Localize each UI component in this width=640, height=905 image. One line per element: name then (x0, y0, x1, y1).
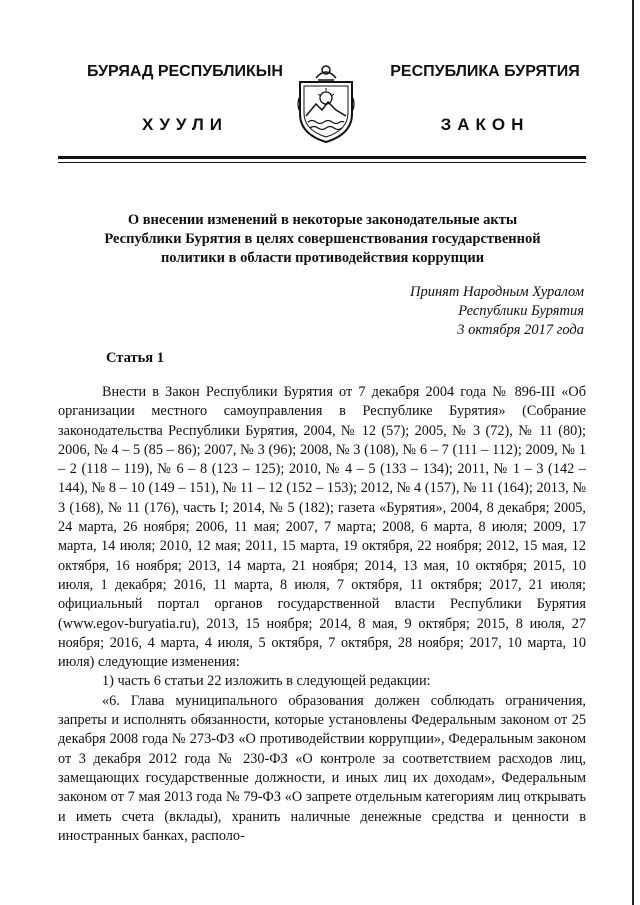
header-buryat-law: ХУУЛИ (142, 115, 228, 134)
coat-of-arms-icon (294, 60, 358, 144)
law-title-line: Республики Бурятия в целях совершенствования государственной (104, 231, 541, 247)
law-title-line: политики в области противодействия коррупции (160, 250, 485, 266)
adoption-note (284, 283, 584, 340)
header-russian-republic: РЕСПУБЛИКА БУРЯТИЯ (390, 63, 580, 80)
law-title (60, 211, 585, 268)
header-divider-thin (58, 162, 586, 163)
article-body (58, 383, 586, 846)
header-divider-thick (58, 156, 586, 159)
adoption-date: 3 октября 2017 года (457, 322, 584, 338)
article-heading: Статья 1 (106, 350, 164, 366)
header-russian-law: ЗАКОН (440, 115, 530, 134)
header-buryat-republic: БУРЯАД РЕСПУБЛИКЫН (87, 63, 283, 80)
article-paragraph: 1) часть 6 статьи 22 изложить в следующей редакции: (102, 673, 431, 690)
article-paragraph: Внести в Закон Республики Бурятия от 7 декабря 2004 года № 896-III «Об организации местного самоуправления в Республике Бурятия» (Собрание законодательства Республики Бурятия, 2004, № 12 (57); 2005, № 3 (72), № 11 (80); 2006, № 4 – 5 (85 – 86); 2007, № 3 (96); 2008, № 3 (108), № 6 – 7 (111 – 112); 2009, № 1 – 2 (118 – 119), № 6 – 8 (123 – 125); 2010, № 4 – 5 (133 – 134); 2011, № 1 – 3 (142 – 144), № 8 – 10 (149 – 151), № 11 – 12 (152 – 153); 2012, № 4 (157), № 11 (164); 2013, № 3 (168), № 11 (176), часть I; 2014, № 5 (182); газета «Бурятия», 2004, 8 декабря; 2005, 24 марта, 26 ноября; 2006, 11 мая; 2007, 7 марта; 2008, 6 марта, 8 июля; 2009, 17 марта, 14 июля; 2010, 12 мая; 2011, 15 марта, 19 октября, 22 ноября; 2012, 15 мая, 12 октября, 16 ноября; 2013, 14 марта, 21 ноября; 2014, 13 мая, 10 октября; 2015, 10 июля, 1 декабря; 2016, 11 марта, 8 июля, 7 октября, 11 октября; 2017, 21 июля; официальный портал органов государственной власти Республики Бурятия (www.egov-buryatia.ru), 2013, 15 ноября; 2014, 8 мая, 9 октября; 2015, 8 июля, 27 ноября; 2016, 4 марта, 4 июля, 5 октября, 7 октября, 28 ноября; 2017, 10 марта, 10 июля) следующие изменения: (58, 384, 586, 671)
adoption-note-line: Принят Народным Хуралом (409, 284, 584, 300)
scan-edge-line (632, 0, 634, 905)
adoption-note-line: Республики Бурятия (458, 303, 584, 319)
law-title-line: О внесении изменений в некоторые законодательные акты (127, 212, 518, 228)
article-paragraph: «6. Глава муниципального образования должен соблюдать ограничения, запреты и исполнять обязанности, которые установлены Федеральным законом от 25 декабря 2008 года № 273-ФЗ «О противодействии коррупции», Федеральным законом от 3 декабря 2012 года № 230-ФЗ «О контроле за соответствием расходов лиц, замещающих государственные должности, и иных лиц их доходам», Федеральным законом от 7 мая 2013 года № 79-ФЗ «О запрете отдельным категориям лиц открывать и иметь счета (вклады), хранить наличные денежные средства и ценности в иностранных банках, располо- (58, 692, 586, 844)
